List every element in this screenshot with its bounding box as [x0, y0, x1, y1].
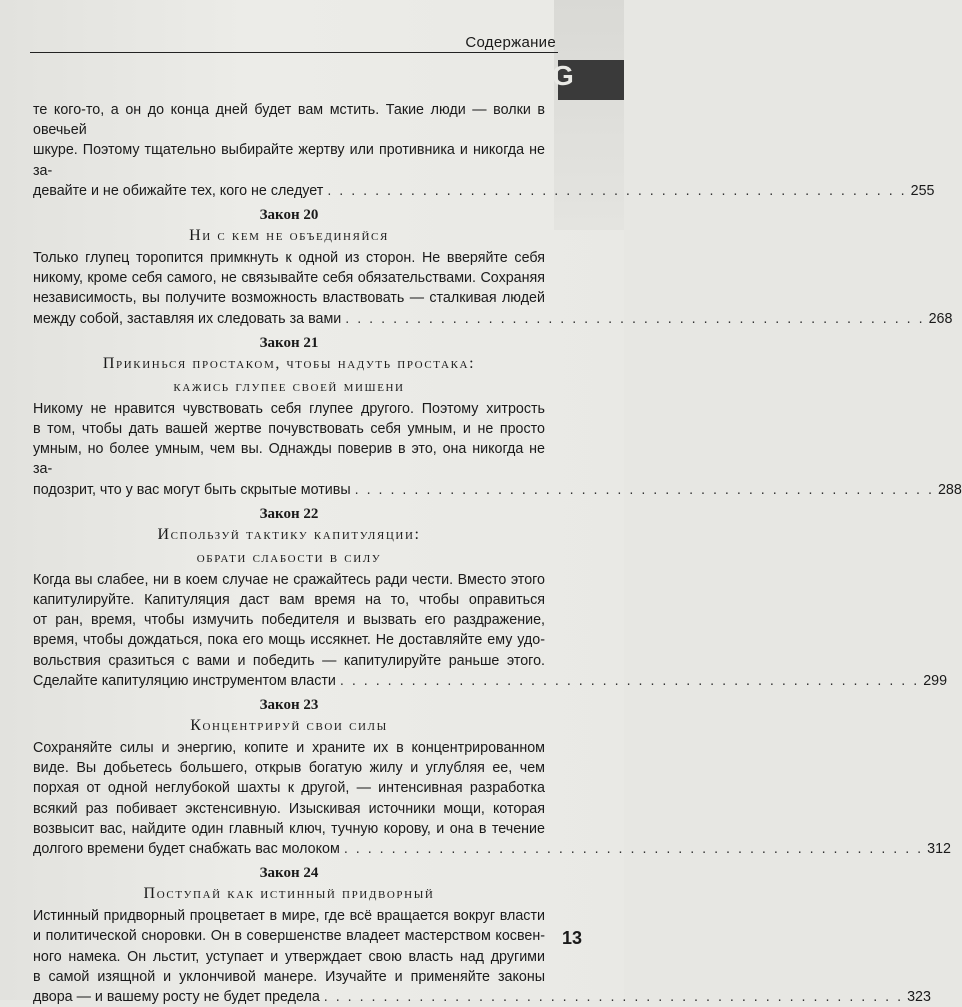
law-description-line: капитулируйте. Капитуляция даст вам время на то, чтобы оправиться — [33, 592, 545, 609]
law-description-line: независимость, вы получите возможность властвовать — сталкивая людей — [33, 290, 545, 307]
law-description-line: в том, чтобы дать вашей жертве почувствовать себя умным, и не просто — [33, 421, 545, 438]
law-description-line: и политической сноровки. Он в совершенстве владеет мастерством косвен- — [33, 928, 545, 945]
law-description-line: порхая от одной неглубокой шахты к другой, — интенсивная разработка — [33, 780, 545, 797]
toc-page-number[interactable]: 312 — [927, 841, 952, 858]
law-description-line: Никому не нравится чувствовать себя глупее другого. Поэтому хитрость — [33, 400, 545, 417]
toc-entry — [33, 205, 953, 329]
law-description-line: между собой, заставляя их следовать за вами — [33, 310, 342, 327]
toc-page-number[interactable]: 323 — [907, 989, 931, 1006]
dot-leader: . . . . . . . . . . . . . . . . . . . . . . . . . . . . . . . . . . . . . . . . . . . . . . . . . — [354, 481, 934, 498]
toc-leader-line — [33, 839, 952, 859]
law-number: Закон 23 — [259, 697, 319, 714]
law-description-line: Когда вы слабее, ни в коем случае не сражайтесь ради чести. Вместо этого — [33, 571, 545, 588]
toc-page-number[interactable]: 268 — [928, 310, 953, 327]
law-description-line: двора — и вашему росту не будет предела — [33, 989, 320, 1006]
law-description-line: от ран, время, чтобы измучить победителя и вызвать его раздражение, — [33, 612, 545, 629]
law-number: Закон 24 — [259, 865, 319, 882]
thumb-index-letter: G — [552, 60, 574, 91]
header-rule — [30, 52, 558, 53]
law-number: Закон 20 — [259, 207, 319, 224]
dot-leader: . . . . . . . . . . . . . . . . . . . . . . . . . . . . . . . . . . . . . . . . . . . . . . . . . — [343, 841, 924, 858]
dot-leader: . . . . . . . . . . . . . . . . . . . . . . . . . . . . . . . . . . . . . . . . . . . . . . . . . — [339, 672, 920, 689]
law-description-line: умным, но более умным, чем вы. Однажды поверив в это, она никогда не за- — [33, 441, 545, 478]
toc-page-number[interactable]: 255 — [910, 182, 935, 199]
law-description-line: долгого времени будет снабжать вас молоком — [33, 841, 340, 858]
toc-entry — [33, 333, 962, 500]
toc-page-number[interactable]: 288 — [937, 481, 962, 498]
law-description-line: всякий раз побивает экстенсивную. Изыскивая источники мощи, которая — [33, 800, 545, 817]
dot-leader: . . . . . . . . . . . . . . . . . . . . . . . . . . . . . . . . . . . . . . . . . . . . . . . . . — [345, 310, 925, 327]
toc-entry — [33, 100, 935, 201]
running-header: Содержание — [465, 34, 556, 51]
law-description-line: в самой изящной и уклончивой манере. Изучайте и применяйте законы — [33, 968, 545, 985]
dot-leader: . . . . . . . . . . . . . . . . . . . . . . . . . . . . . . . . . . . . . . . . . . . . . . . . . — [323, 989, 904, 1006]
law-title: Прикинься простаком, чтобы надуть простака: — [102, 354, 476, 372]
law-description-line: шкуре. Поэтому тщательно выбирайте жертву или противника и никогда не за- — [33, 142, 545, 179]
toc-entry — [33, 695, 952, 859]
law-description-line: подозрит, что у вас могут быть скрытые мотивы — [33, 481, 351, 498]
law-description-line: девайте и не обижайте тех, кого не следует — [33, 182, 324, 199]
law-description-line: вольствия сразиться с вами и победить — капитулируйте раньше этого. — [33, 652, 545, 669]
toc-page-number[interactable]: 299 — [923, 672, 948, 689]
page-number: 13 — [562, 928, 583, 948]
law-title: кажись глупее своей мишени — [173, 377, 405, 395]
law-title: Концентрируй свои силы — [190, 717, 388, 735]
toc-leader-line — [33, 671, 948, 691]
law-description-line: ного намека. Он льстит, уступает и утверждает свою власть над другими — [33, 948, 545, 965]
toc-entry — [33, 504, 948, 691]
toc-leader-line — [33, 309, 953, 329]
toc-leader-line — [33, 480, 962, 500]
law-description-line: Только глупец торопится примкнуть к одной из сторон. Не вверяйте себя — [33, 250, 545, 267]
law-description-line: Истинный придворный процветает в мире, где всё вращается вокруг власти — [33, 908, 545, 925]
law-description-line: никому, кроме себя самого, не связывайте себя обязательствами. Сохраняя — [33, 270, 545, 287]
law-title: Используй тактику капитуляции: — [157, 525, 421, 543]
toc-leader-line — [33, 181, 935, 201]
toc-leader-line — [33, 987, 931, 1007]
law-description-line: Сделайте капитуляцию инструментом власти — [33, 672, 336, 689]
law-description-line: возвысит вас, найдите один главный ключ, тучную корову, и она в течение — [33, 820, 545, 837]
law-title: Ни с кем не объединяйся — [189, 227, 389, 245]
dot-leader: . . . . . . . . . . . . . . . . . . . . . . . . . . . . . . . . . . . . . . . . . . . . . . . . . — [327, 182, 907, 199]
law-description-line: те кого-то, а он до конца дней будет вам мстить. Такие люди — волки в овечьей — [33, 102, 545, 139]
law-title: обрати слабости в силу — [196, 548, 382, 566]
law-number: Закон 21 — [259, 334, 319, 351]
law-description-line: Сохраняйте силы и энергию, копите и храните их в концентрированном — [33, 740, 545, 757]
law-description-line: виде. Вы добьетесь большего, открыв богатую жилу и углубляя ее, чем — [33, 760, 545, 777]
law-description-line: время, чтобы дождаться, пока его мощь иссякнет. Не доставляйте ему удо- — [33, 632, 545, 649]
law-number: Закон 22 — [259, 505, 319, 522]
law-title: Поступай как истинный придворный — [143, 885, 435, 903]
